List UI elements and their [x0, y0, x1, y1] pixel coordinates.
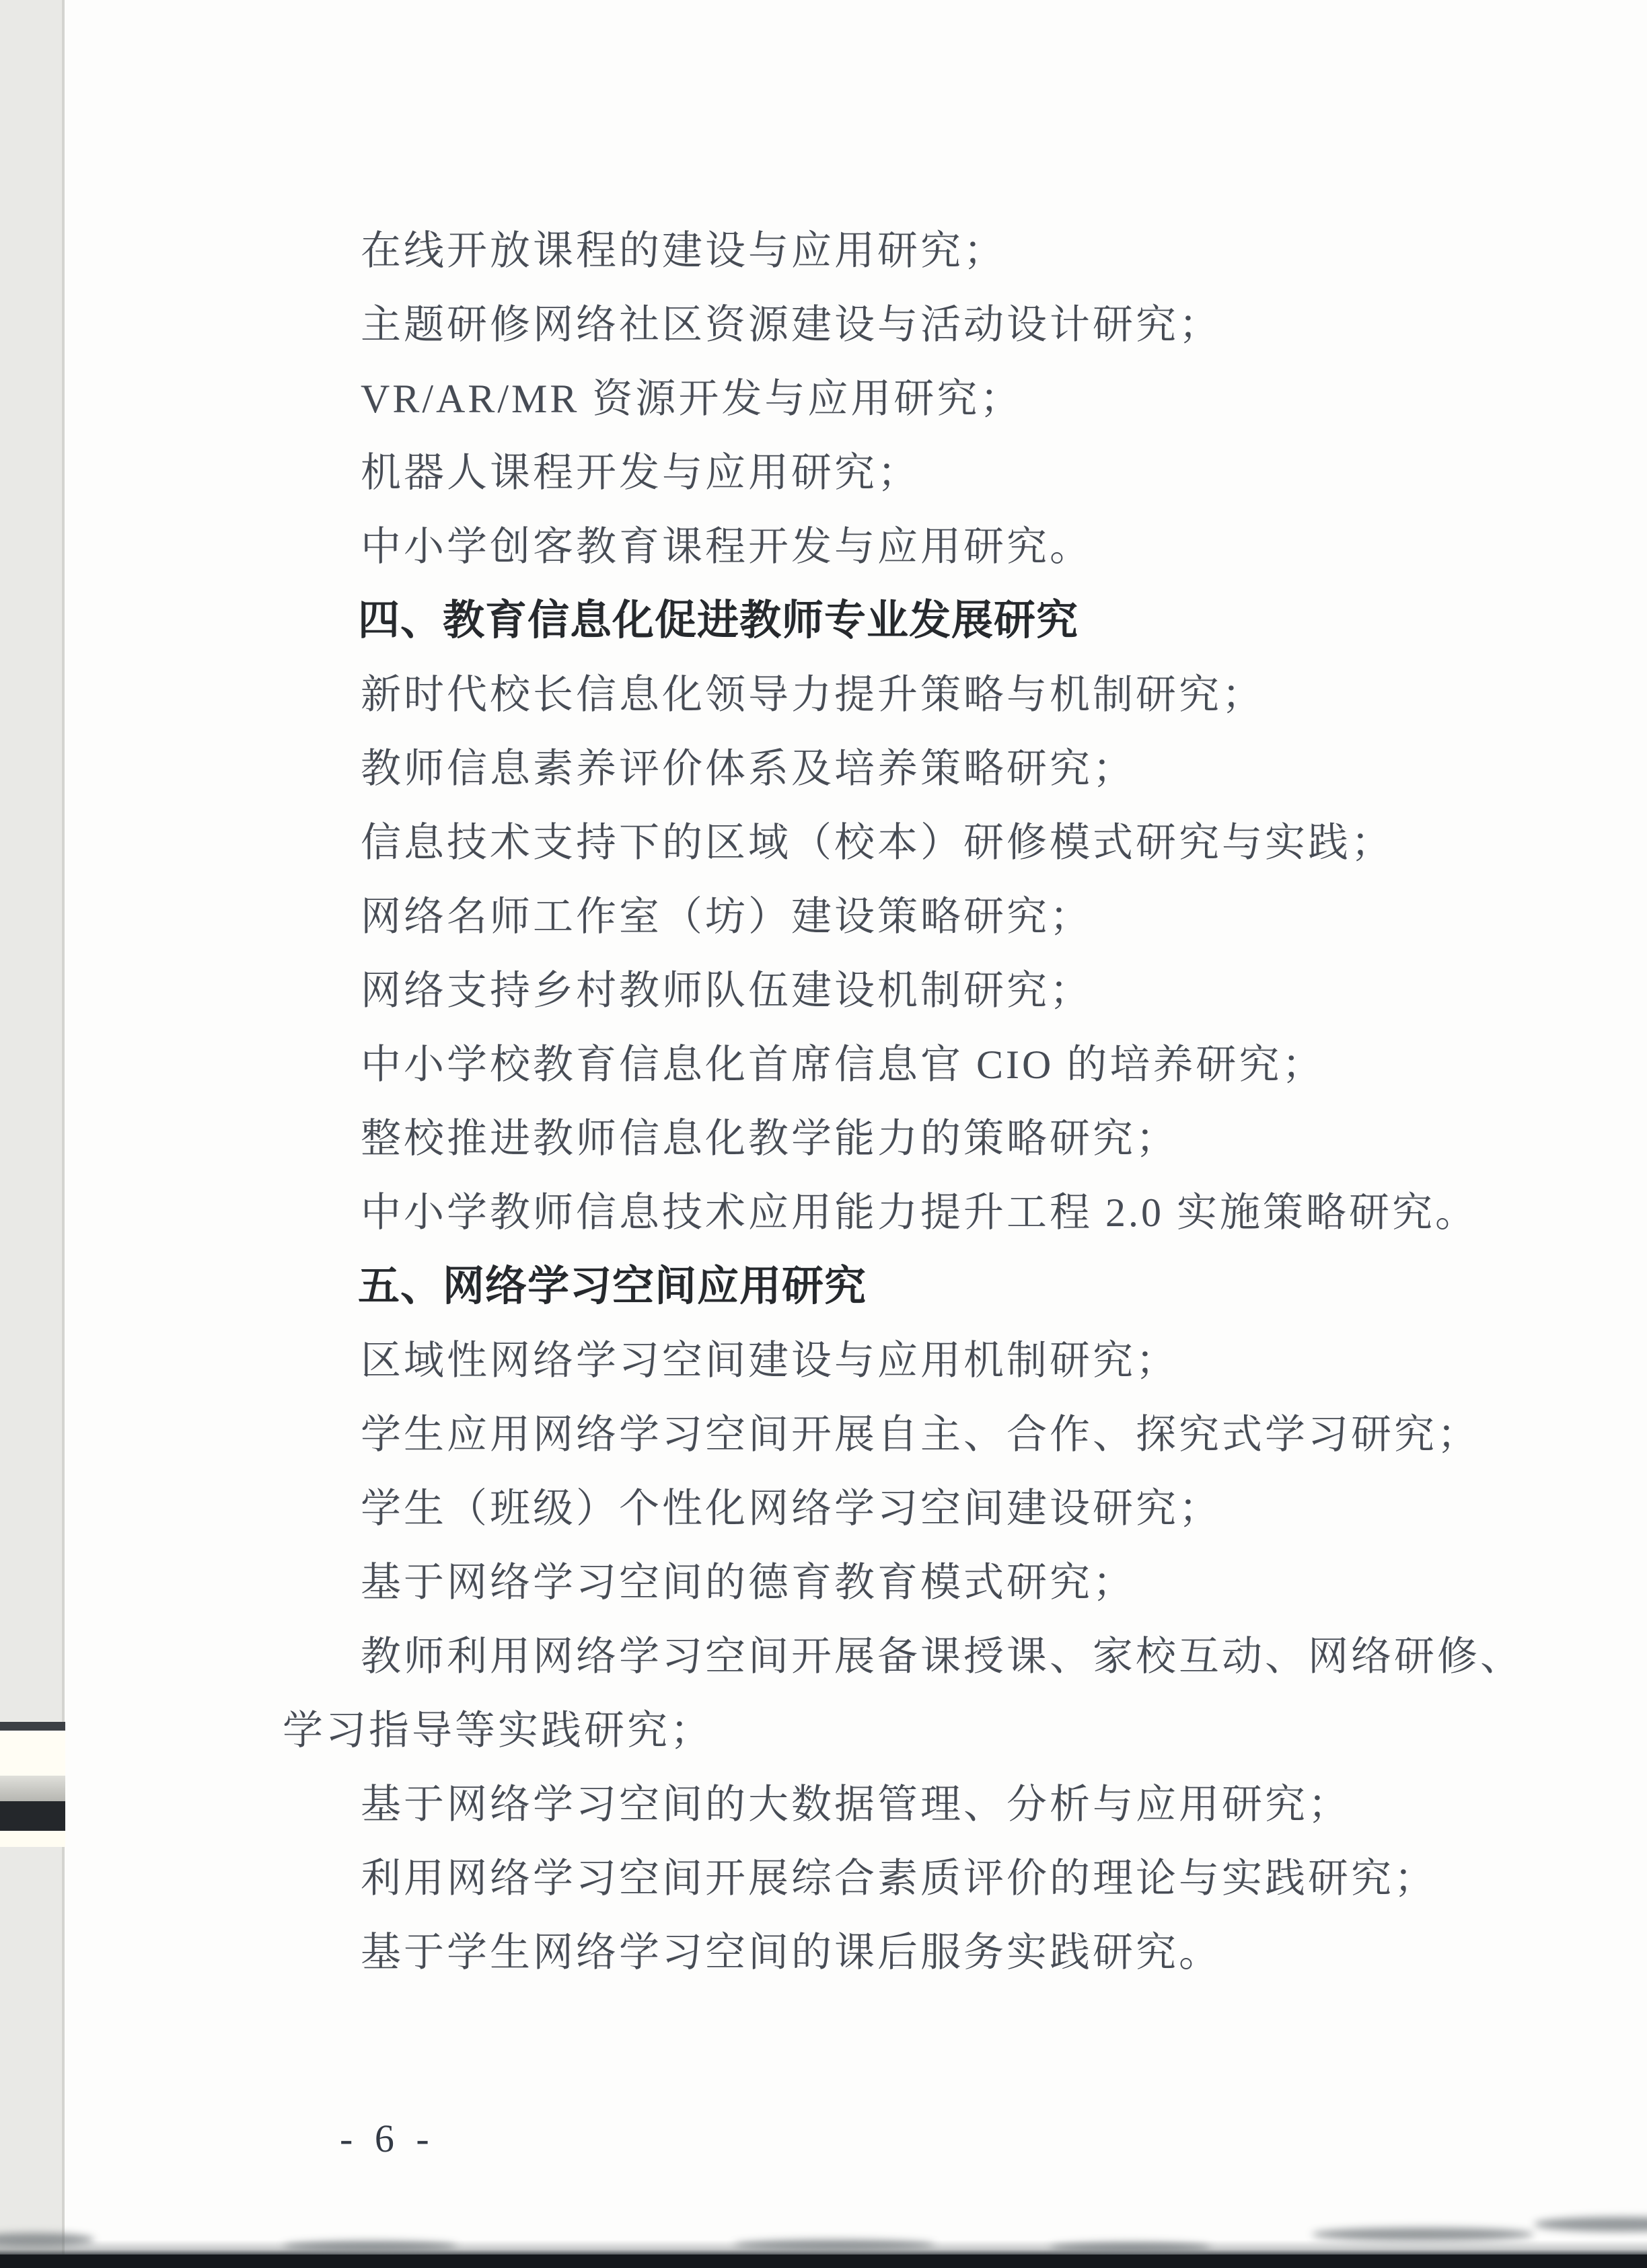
list-item: 新时代校长信息化领导力提升策略与机制研究；	[361, 673, 1265, 717]
list-item: 教师信息素养评价体系及培养策略研究；	[361, 747, 1136, 791]
list-item: 学生（班级）个性化网络学习空间建设研究；	[361, 1486, 1222, 1531]
scan-bottom-wave	[283, 2241, 458, 2252]
list-item: 信息技术支持下的区域（校本）研修模式研究与实践；	[361, 821, 1394, 865]
list-item: 区域性网络学习空间建设与应用机制研究；	[361, 1338, 1179, 1383]
document-body	[283, 214, 1534, 1990]
section-heading-4: 四、教育信息化促进教师专业发展研究	[358, 597, 1079, 644]
scan-bottom-wave	[1050, 2242, 1211, 2253]
scan-artifact-gray-band	[0, 1776, 65, 1801]
scan-bottom-wave	[1312, 2228, 1534, 2241]
section-heading-5: 五、网络学习空间应用研究	[358, 1263, 867, 1310]
list-item: 网络名师工作室（坊）建设策略研究；	[361, 895, 1093, 939]
scan-artifact-dark-line	[0, 1722, 65, 1731]
scan-artifact-white-gap	[0, 1731, 65, 1776]
scan-artifact-white-gap	[0, 1831, 65, 1847]
scan-bottom-wave	[733, 2240, 935, 2251]
list-item: 中小学教师信息技术应用能力提升工程 2.0 实施策略研究。	[361, 1190, 1478, 1235]
scan-bottom-band	[0, 2255, 1647, 2268]
list-item: 基于学生网络学习空间的课后服务实践研究。	[361, 1930, 1222, 1975]
page-number: - 6 -	[340, 2117, 435, 2160]
scan-artifact-dark-band	[0, 1801, 65, 1831]
list-item: 学生应用网络学习空间开展自主、合作、探究式学习研究；	[361, 1412, 1480, 1457]
scan-bottom-wave	[1534, 2217, 1647, 2232]
list-item: 教师利用网络学习空间开展备课授课、家校互动、网络研修、学习指导等实践研究；	[283, 1634, 1523, 1753]
list-item: 中小学创客教育课程开发与应用研究。	[361, 525, 1093, 569]
scan-left-edge-strip	[0, 0, 65, 2268]
list-item: VR/AR/MR 资源开发与应用研究；	[361, 377, 1023, 421]
list-item: 在线开放课程的建设与应用研究；	[361, 229, 1007, 273]
list-item: 主题研修网络社区资源建设与活动设计研究；	[361, 303, 1222, 347]
list-item: 利用网络学习空间开展综合素质评价的理论与实践研究；	[361, 1856, 1437, 1901]
list-item: 基于网络学习空间的大数据管理、分析与应用研究；	[361, 1782, 1351, 1827]
list-item: 机器人课程开发与应用研究；	[361, 451, 920, 495]
list-item: 网络支持乡村教师队伍建设机制研究；	[361, 969, 1093, 1013]
list-item: 中小学校教育信息化首席信息官 CIO 的培养研究；	[361, 1043, 1325, 1087]
list-item: 整校推进教师信息化教学能力的策略研究；	[361, 1117, 1179, 1161]
list-item: 基于网络学习空间的德育教育模式研究；	[361, 1560, 1136, 1605]
